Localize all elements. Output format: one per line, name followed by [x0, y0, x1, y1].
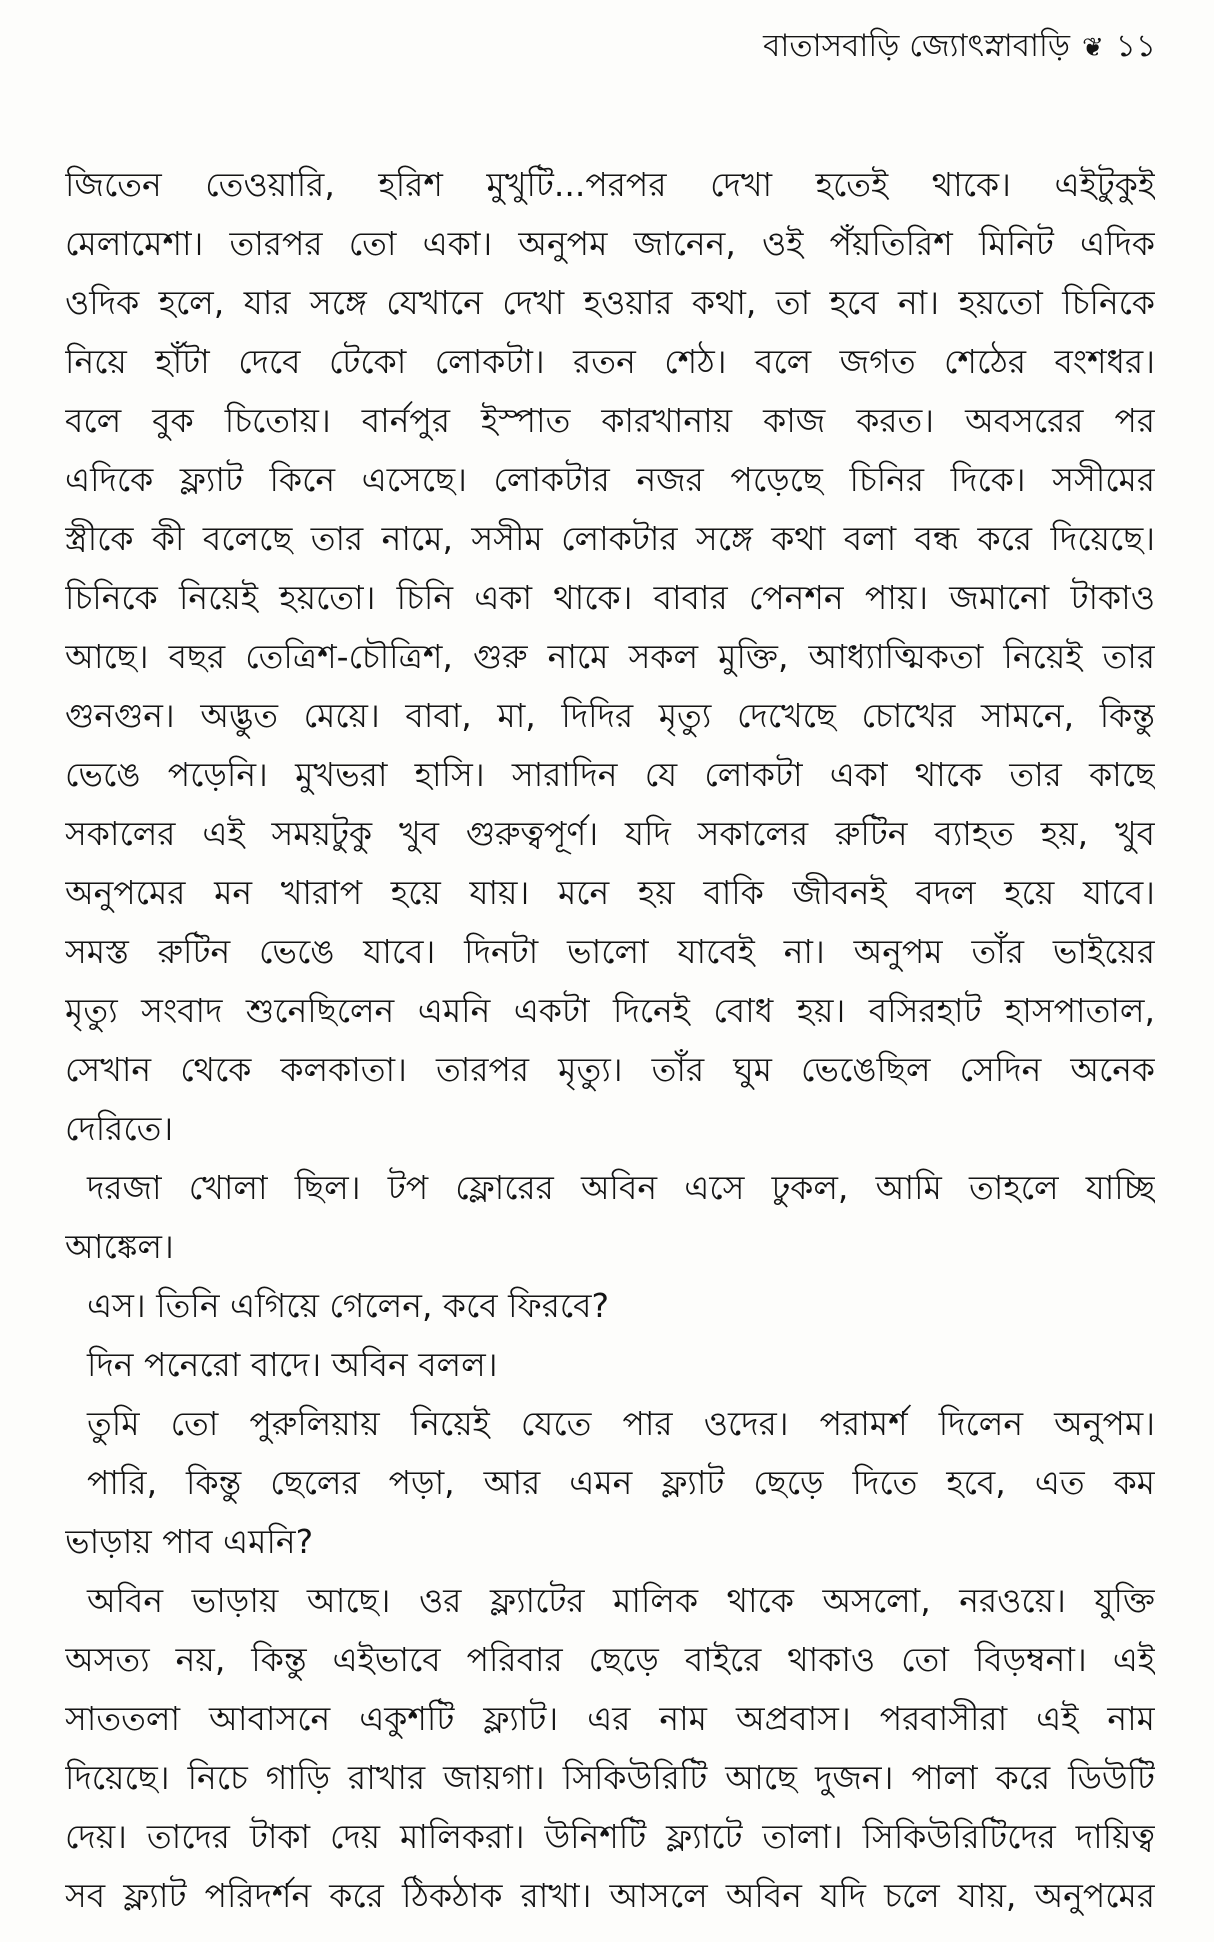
text-line: সেখান থেকে কলকাতা। তারপর মৃত্যু। তাঁর ঘুম ভেঙেছিল সেদিন অনেক [65, 1050, 1155, 1089]
text-line: দিয়েছে। নিচে গাড়ি রাখার জায়গা। সিকিউরিটি আছে দুজন। পালা করে ডিউটি [65, 1758, 1155, 1797]
text-line: দিন পনেরো বাদে। অবিন বলল। [87, 1345, 498, 1384]
text-line: স্ত্রীকে কী বলেছে তার নামে, সসীম লোকটার সঙ্গে কথা বলা বন্ধ করে দিয়েছে। [65, 519, 1155, 558]
heart-ornament-icon: ❦ [1081, 33, 1104, 63]
text-line: অনুপমের মন খারাপ হয়ে যায়। মনে হয় বাকি জীবনই বদল হয়ে যাবে। [65, 873, 1155, 912]
text-line: দেরিতে। [65, 1109, 174, 1148]
text-line: তুমি তো পুরুলিয়ায় নিয়েই যেতে পার ওদের। পরামর্শ দিলেন অনুপম। [87, 1404, 1155, 1443]
text-line: পারি, কিন্তু ছেলের পড়া, আর এমন ফ্ল্যাট ছেড়ে দিতে হবে, এত কম [87, 1463, 1155, 1502]
text-line: নিয়ে হাঁটা দেবে টেকো লোকটা। রতন শেঠ। বলে জগত শেঠের বংশধর। [65, 342, 1155, 381]
text-line: এস। তিনি এগিয়ে গেলেন, কবে ফিরবে? [87, 1286, 609, 1325]
text-line: আছে। বছর তেত্রিশ-চৌত্রিশ, গুরু নামে সকল মুক্তি, আধ্যাত্মিকতা নিয়েই তার [65, 637, 1155, 676]
text-line: দরজা খোলা ছিল। টপ ফ্লোরের অবিন এসে ঢুকল, আমি তাহলে যাচ্ছি [87, 1168, 1155, 1207]
text-line: সমস্ত রুটিন ভেঙে যাবে। দিনটা ভালো যাবেই না। অনুপম তাঁর ভাইয়ের [65, 932, 1155, 971]
text-line: ভাড়ায় পাব এমনি? [65, 1522, 314, 1561]
text-line: সকালের এই সময়টুকু খুব গুরুত্বপূর্ণ। যদি সকালের রুটিন ব্যাহত হয়, খুব [65, 814, 1155, 853]
text-line: সব ফ্ল্যাট পরিদর্শন করে ঠিকঠাক রাখা। আসলে অবিন যদি চলে যায়, অনুপমের [65, 1876, 1155, 1915]
text-line: দেয়। তাদের টাকা দেয় মালিকরা। উনিশটি ফ্ল্যাটে তালা। সিকিউরিটিদের দায়িত্ব [65, 1817, 1155, 1856]
text-line: চিনিকে নিয়েই হয়তো। চিনি একা থাকে। বাবার পেনশন পায়। জমানো টাকাও [65, 578, 1155, 617]
text-line: মৃত্যু সংবাদ শুনেছিলেন এমনি একটা দিনেই বোধ হয়। বসিরহাট হাসপাতাল, [65, 991, 1155, 1030]
text-line: ভেঙে পড়েনি। মুখভরা হাসি। সারাদিন যে লোকটা একা থাকে তার কাছে [65, 755, 1155, 794]
text-line: সাততলা আবাসনে একুশটি ফ্ল্যাট। এর নাম অপ্রবাস। পরবাসীরা এই নাম [65, 1699, 1155, 1738]
text-line: অসত্য নয়, কিন্তু এইভাবে পরিবার ছেড়ে বাইরে থাকাও তো বিড়ম্বনা। এই [65, 1640, 1155, 1679]
running-title: বাতাসবাড়ি জ্যোৎস্নাবাড়ি [763, 28, 1070, 64]
text-line: মেলামেশা। তারপর তো একা। অনুপম জানেন, ওই পঁয়তিরিশ মিনিট এদিক [65, 224, 1155, 263]
page-number: ১১ [1115, 28, 1156, 64]
text-line: আঙ্কেল। [65, 1227, 174, 1266]
text-line: অবিন ভাড়ায় আছে। ওর ফ্ল্যাটের মালিক থাকে অসলো, নরওয়ে। যুক্তি [87, 1581, 1155, 1620]
text-line: এদিকে ফ্ল্যাট কিনে এসেছে। লোকটার নজর পড়েছে চিনির দিকে। সসীমের [65, 460, 1155, 499]
text-line: জিতেন তেওয়ারি, হরিশ মুখুটি...পরপর দেখা হতেই থাকে। এইটুকুই [65, 165, 1155, 204]
text-line: ওদিক হলে, যার সঙ্গে যেখানে দেখা হওয়ার কথা, তা হবে না। হয়তো চিনিকে [65, 283, 1155, 322]
page-body-text [65, 155, 1155, 1925]
text-line: গুনগুন। অদ্ভুত মেয়ে। বাবা, মা, দিদির মৃত্যু দেখেছে চোখের সামনে, কিন্তু [65, 696, 1155, 735]
text-line: বলে বুক চিতোয়। বার্নপুর ইস্পাত কারখানায় কাজ করত। অবসরের পর [65, 401, 1155, 440]
running-header [763, 22, 1156, 74]
